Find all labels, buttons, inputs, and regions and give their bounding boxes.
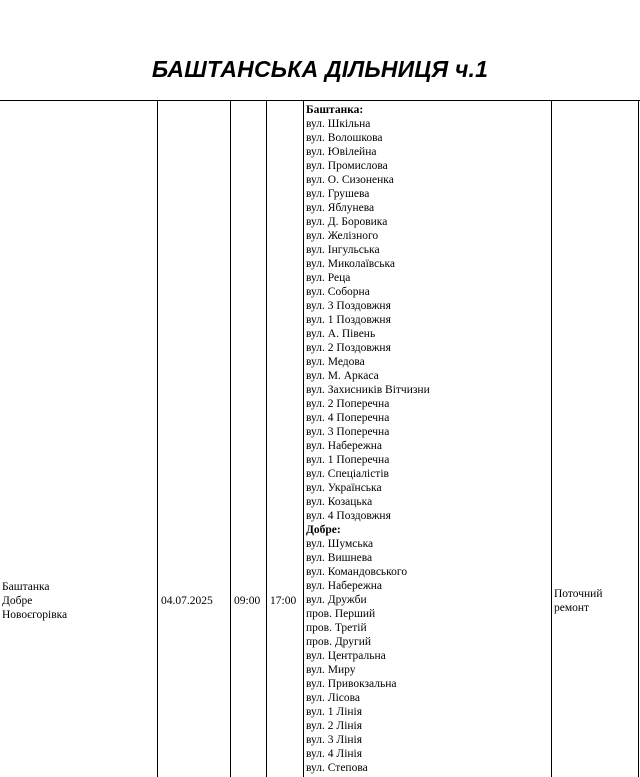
street-item: вул. 4 Поперечна xyxy=(306,412,390,424)
street-item: вул. Українська xyxy=(306,482,382,494)
street-item: вул. Миру xyxy=(306,664,356,676)
street-item: вул. Шкільна xyxy=(306,118,371,130)
street-item: вул. Вишнева xyxy=(306,552,373,564)
column-divider xyxy=(157,100,158,777)
column-divider xyxy=(638,100,639,777)
street-item: вул. А. Півень xyxy=(306,328,376,340)
street-item: вул. О. Сизоненка xyxy=(306,174,394,186)
street-item: вул. 1 Поперечна xyxy=(306,454,390,466)
street-item: вул. Д. Боровика xyxy=(306,216,388,228)
reason-line: ремонт xyxy=(554,602,590,614)
street-item: вул. Ювілейна xyxy=(306,146,377,158)
locality-name: Баштанка xyxy=(2,581,50,593)
street-item: вул. 4 Поздовжня xyxy=(306,510,391,522)
street-item: вул. Яблунева xyxy=(306,202,375,214)
reason-cell xyxy=(554,587,638,615)
street-item: вул. Центральна xyxy=(306,650,386,662)
locality-name: Новоєгорівка xyxy=(2,609,68,621)
street-item: вул. Набережна xyxy=(306,440,383,452)
column-divider xyxy=(230,100,231,777)
localities-cell xyxy=(2,580,152,622)
street-item: пров. Третій xyxy=(306,622,367,634)
street-item: вул. 2 Поздовжня xyxy=(306,342,391,354)
street-item: вул. Желізного xyxy=(306,230,379,242)
street-item: вул. 4 Лінія xyxy=(306,748,363,760)
column-divider xyxy=(266,100,267,777)
street-item: вул. Шумська xyxy=(306,538,374,550)
street-item: вул. Промислова xyxy=(306,160,388,172)
street-item: вул. 2 Поперечна xyxy=(306,398,390,410)
column-divider xyxy=(551,100,552,777)
street-item: вул. Привокзальна xyxy=(306,678,397,690)
street-item: вул. Миколаївська xyxy=(306,258,396,270)
street-item: вул. Захисників Вітчизни xyxy=(306,384,430,396)
street-item: вул. Медова xyxy=(306,356,365,368)
street-item: пров. Перший xyxy=(306,608,376,620)
outage-table xyxy=(0,100,640,777)
street-item: вул. Козацька xyxy=(306,496,373,508)
street-item: вул. Інгульська xyxy=(306,244,380,256)
street-item: вул. Лісова xyxy=(306,692,361,704)
street-item: вул. Набережна xyxy=(306,580,383,592)
street-item: вул. 3 Поздовжня xyxy=(306,300,391,312)
locality-name: Добре xyxy=(2,595,33,607)
street-item: вул. Дружби xyxy=(306,594,367,606)
street-item: вул. Соборна xyxy=(306,286,370,298)
street-item: вул. Спеціалістів xyxy=(306,468,389,480)
street-item: пров. Другий xyxy=(306,636,372,648)
column-divider xyxy=(303,100,304,777)
reason-line: Поточний xyxy=(554,588,603,600)
street-item: вул. М. Аркаса xyxy=(306,370,379,382)
street-group-title: Добре: xyxy=(306,524,341,536)
street-item: вул. 3 Поперечна xyxy=(306,426,390,438)
street-item: вул. Грушева xyxy=(306,188,370,200)
time-to-cell: 17:00 xyxy=(270,595,297,607)
streets-cell xyxy=(306,103,550,775)
table-top-border xyxy=(0,100,640,101)
street-item: вул. 1 Поздовжня xyxy=(306,314,391,326)
street-item: вул. Командовського xyxy=(306,566,408,578)
street-item: вул. 3 Лінія xyxy=(306,734,363,746)
date-cell: 04.07.2025 xyxy=(161,595,213,607)
street-item: вул. Реца xyxy=(306,272,351,284)
street-group-title: Баштанка: xyxy=(306,104,364,116)
street-item: вул. 1 Лінія xyxy=(306,706,363,718)
street-item: вул. Волошкова xyxy=(306,132,383,144)
street-item: вул. 2 Лінія xyxy=(306,720,363,732)
street-item: вул. Степова xyxy=(306,762,368,774)
time-from-cell: 09:00 xyxy=(234,595,261,607)
page-title: БАШТАНСЬКА ДІЛЬНИЦЯ ч.1 xyxy=(151,56,489,82)
